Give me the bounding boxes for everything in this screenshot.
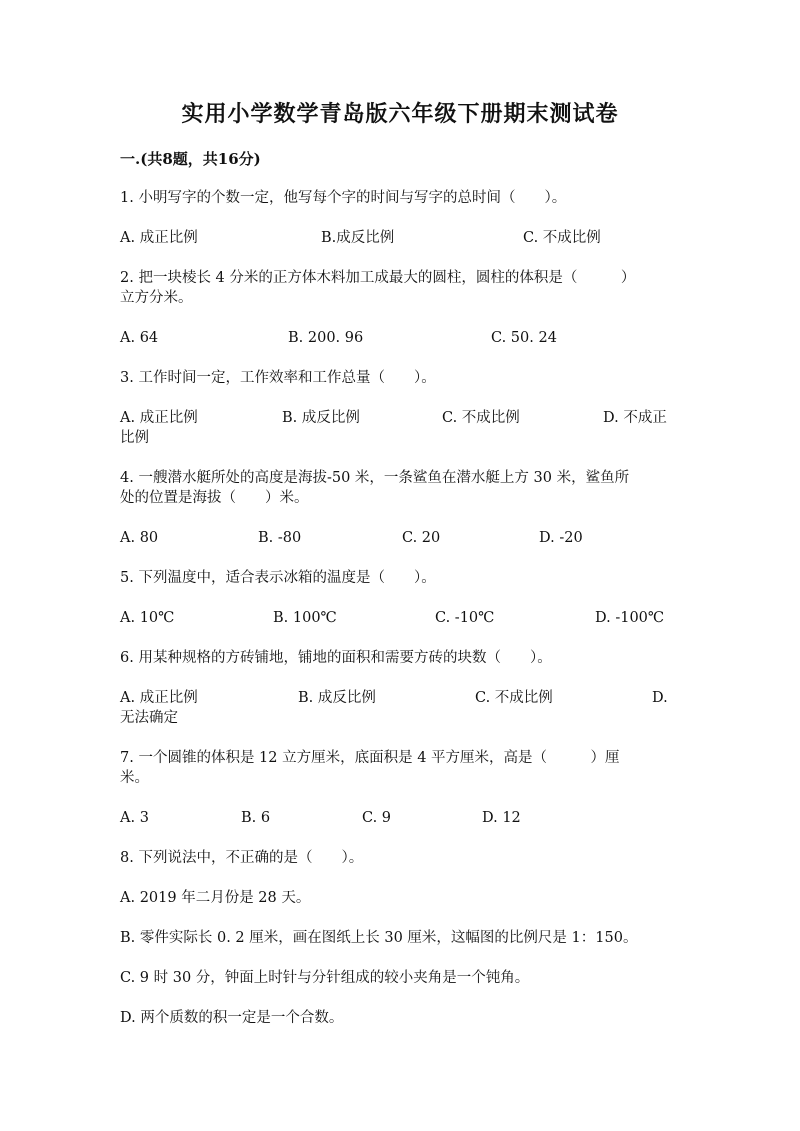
question-6-option-b[interactable]: B. 成反比例 (298, 690, 376, 706)
question-8-option-b[interactable]: B. 零件实际长 0. 2 厘米，画在图纸上长 30 厘米，这幅图的比例尺是 1：150。 (120, 930, 638, 946)
question-1-option-b[interactable]: B.成反比例 (321, 230, 395, 246)
question-6-option-c[interactable]: C. 不成比例 (475, 690, 553, 706)
question-6-stem: 6. 用某种规格的方砖铺地，铺地的面积和需要方砖的块数（ ）。 (120, 650, 552, 666)
question-6-options (120, 688, 680, 728)
question-3-option-d[interactable]: D. 不成正 (603, 410, 667, 426)
question-3-option-b[interactable]: B. 成反比例 (282, 410, 360, 426)
question-6-option-d[interactable]: D. (652, 690, 668, 706)
question-8-stem: 8. 下列说法中，不正确的是（ ）。 (120, 850, 364, 866)
question-4-stem-line-2: 处的位置是海拔（ ）米。 (120, 490, 309, 506)
question-4-stem-line-1: 4. 一艘潜水艇所处的高度是海拔-50 米，一条鲨鱼在潜水艇上方 30 米，鲨鱼所 (120, 470, 630, 486)
question-7-option-c[interactable]: C. 9 (362, 810, 392, 826)
question-4-option-c[interactable]: C. 20 (402, 530, 441, 546)
question-7-option-a[interactable]: A. 3 (120, 810, 149, 826)
question-5-stem: 5. 下列温度中，适合表示冰箱的温度是（ ）。 (120, 570, 436, 586)
question-4-options (120, 528, 680, 568)
question-7-stem-line-2: 米。 (120, 770, 149, 786)
page-title: 实用小学数学青岛版六年级下册期末测试卷 (181, 101, 619, 127)
question-1-option-c[interactable]: C. 不成比例 (523, 230, 601, 246)
question-8-option-a[interactable]: A. 2019 年二月份是 28 天。 (120, 890, 311, 906)
question-5-option-d[interactable]: D. -100℃ (595, 610, 665, 626)
question-2-stem-line-1: 2. 把一块棱长 4 分米的正方体木料加工成最大的圆柱，圆柱的体积是（ ） (120, 270, 636, 286)
question-7-option-b[interactable]: B. 6 (241, 810, 271, 826)
question-5-option-b[interactable]: B. 100℃ (273, 610, 337, 626)
question-3-option-c[interactable]: C. 不成比例 (442, 410, 520, 426)
question-3-option-a[interactable]: A. 成正比例 (120, 410, 198, 426)
question-2-options (120, 328, 680, 368)
question-7-stem (120, 748, 680, 788)
question-7-option-d[interactable]: D. 12 (482, 810, 521, 826)
question-2-option-b[interactable]: B. 200. 96 (288, 330, 364, 346)
question-5-option-c[interactable]: C. -10℃ (435, 610, 495, 626)
question-4-option-d[interactable]: D. -20 (539, 530, 583, 546)
question-3-stem: 3. 工作时间一定，工作效率和工作总量（ ）。 (120, 370, 436, 386)
question-2-option-a[interactable]: A. 64 (120, 330, 159, 346)
question-8-option-d[interactable]: D. 两个质数的积一定是一个合数。 (120, 1010, 344, 1026)
question-4-stem (120, 468, 680, 508)
question-3-option-d-wrap: 比例 (120, 430, 149, 446)
question-2-stem (120, 268, 680, 308)
section-heading: 一.(共8题，共16分) (120, 150, 261, 168)
question-1-option-a[interactable]: A. 成正比例 (120, 230, 198, 246)
question-7-options (120, 808, 680, 848)
question-4-option-b[interactable]: B. -80 (258, 530, 302, 546)
question-6-option-a[interactable]: A. 成正比例 (120, 690, 198, 706)
question-2-option-c[interactable]: C. 50. 24 (491, 330, 557, 346)
question-1-options (120, 228, 680, 268)
question-5-option-a[interactable]: A. 10℃ (120, 610, 175, 626)
question-8-option-c[interactable]: C. 9 时 30 分，钟面上时针与分针组成的较小夹角是一个钝角。 (120, 970, 530, 986)
question-3-options (120, 408, 680, 448)
question-2-stem-line-2: 立方分米。 (120, 290, 193, 306)
question-1-stem: 1. 小明写字的个数一定，他写每个字的时间与写字的总时间（ ）。 (120, 190, 567, 206)
question-4-option-a[interactable]: A. 80 (120, 530, 159, 546)
question-6-option-d-wrap: 无法确定 (120, 710, 178, 726)
question-7-stem-line-1: 7. 一个圆锥的体积是 12 立方厘米，底面积是 4 平方厘米，高是（ ）厘 (120, 750, 620, 766)
question-5-options (120, 608, 680, 648)
